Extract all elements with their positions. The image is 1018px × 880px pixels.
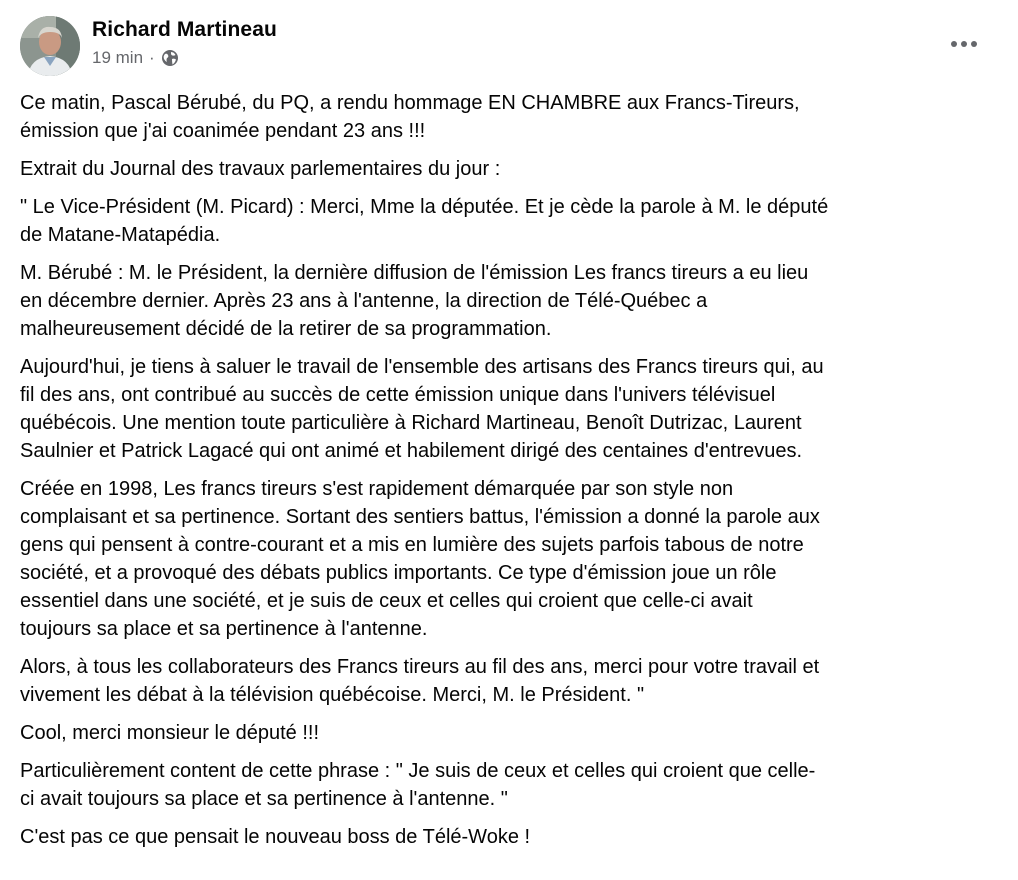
more-dot (961, 41, 967, 47)
post-timestamp[interactable]: 19 min (92, 48, 144, 67)
post-body (20, 89, 994, 861)
meta-separator: · (149, 48, 155, 67)
post-paragraph: " Le Vice-Président (M. Picard) : Merci, Mme la députée. Et je cède la parole à M. le député de Matane-Matapédia. (20, 196, 829, 246)
post-header (0, 0, 1018, 90)
post-paragraph: Extrait du Journal des travaux parlementaires du jour : (20, 158, 501, 180)
globe-icon[interactable] (161, 49, 179, 67)
post-meta (92, 47, 179, 69)
avatar-photo (20, 16, 80, 76)
post-paragraph: Alors, à tous les collaborateurs des Francs tireurs au fil des ans, merci pour votre travail et vivement les débat à la télévision québécoise. Merci, M. le Président. " (20, 656, 820, 706)
avatar[interactable] (20, 16, 80, 76)
post-paragraph: M. Bérubé : M. le Président, la dernière diffusion de l'émission Les francs tireurs a eu lieu en décembre dernier. Après 23 ans à l'antenne, la direction de Télé-Québec a malheureusement décidé de la retirer de sa programmation. (20, 262, 809, 340)
more-options-icon[interactable] (940, 24, 988, 64)
post-paragraph: Cool, merci monsieur le député !!! (20, 722, 320, 744)
post-paragraph: C'est pas ce que pensait le nouveau boss de Télé-Woke ! (20, 826, 531, 848)
more-dot (971, 41, 977, 47)
post-paragraph: Aujourd'hui, je tiens à saluer le travail de l'ensemble des artisans des Francs tireurs qui, au fil des ans, ont contribué au succès de cette émission unique dans l'univers télévisuel québécois. Une mention toute particulière à Richard Martineau, Benoît Dutrizac, Laurent Saulnier et Patrick Lagacé qui ont animé et habilement dirigé des centaines d'entrevues. (20, 356, 824, 462)
post-paragraph: Créée en 1998, Les francs tireurs s'est rapidement démarquée par son style non complaisant et sa pertinence. Sortant des sentiers battus, l'émission a donné la parole aux gens qui pensent à contre-courant et a mis en lumière des sujets parfois tabous de notre société, et a provoqué des débats publics importants. Ce type d'émission joue un rôle essentiel dans une société, et je suis de ceux et celles qui croient que celle-ci avait toujours sa place et sa pertinence à l'antenne. (20, 478, 820, 640)
author-name[interactable]: Richard Martineau (92, 18, 277, 41)
more-dot (951, 41, 957, 47)
post-paragraph: Ce matin, Pascal Bérubé, du PQ, a rendu hommage EN CHAMBRE aux Francs-Tireurs, émission que j'ai coanimée pendant 23 ans !!! (20, 92, 800, 142)
post-paragraph: Particulièrement content de cette phrase : " Je suis de ceux et celles qui croient que celle- ci avait toujours sa place et sa pertinence à l'antenne. " (20, 760, 816, 810)
